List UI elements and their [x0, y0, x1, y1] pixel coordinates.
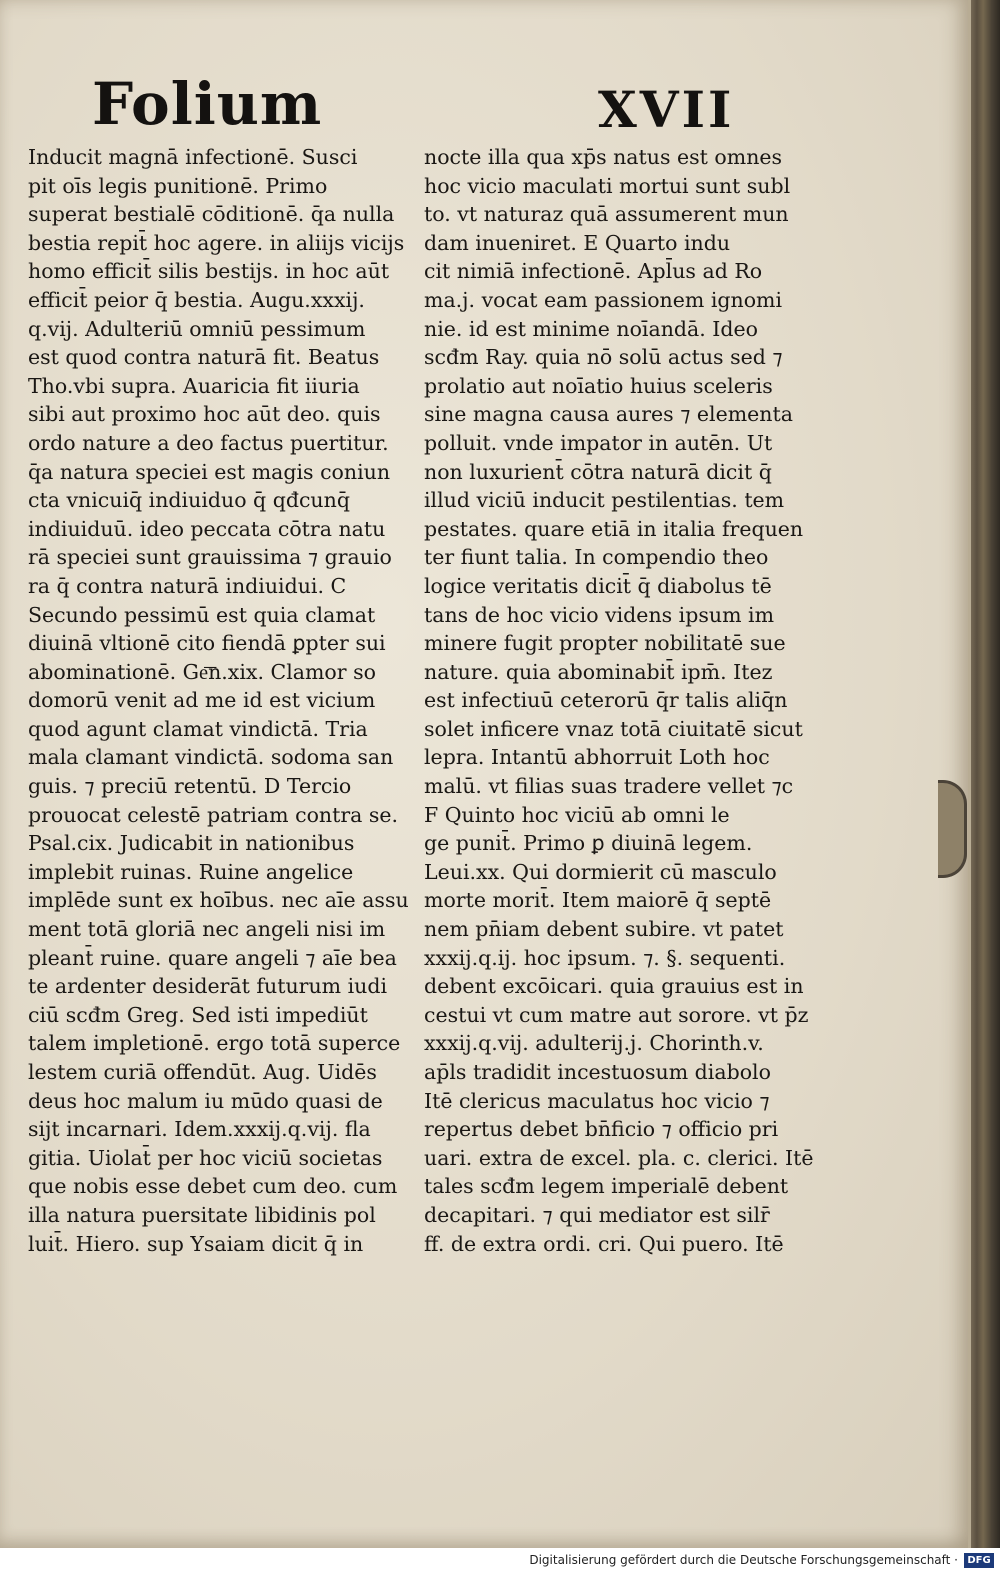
text-line: lepra. Intantū abhorruit Loth hoc: [424, 745, 770, 770]
text-line: diuinā vltionē cito fiendā ꝑpter sui: [28, 631, 386, 656]
text-line: prolatio aut noīatio huius sceleris: [424, 373, 773, 398]
text-line: lestem curiā offendūt. Aug. Uidēs: [28, 1060, 377, 1084]
text-line: est infectiuū ceterorū q̄r talis aliq̄n: [424, 688, 788, 713]
text-line: nature. quia abominabit̄ ipm̄. Itez: [424, 659, 773, 684]
text-line: pit oīs legis punitionē. Primo: [28, 173, 328, 198]
text-line: hoc vicio maculati mortui sunt subl: [424, 173, 791, 198]
text-line: sibi aut proximo hoc aūt deo. quis: [28, 402, 381, 427]
text-line: cit nimiā infectionē. Apl̄us ad Ro: [424, 259, 763, 284]
text-line: tans de hoc vicio videns ipsum im: [424, 602, 775, 627]
text-line: implebit ruinas. Ruine angelice: [28, 859, 354, 884]
text-line: Psal.cix. Judicabit in nationibus: [28, 831, 355, 856]
text-line: talem impletionē. ergo totā superce: [28, 1031, 401, 1056]
text-line: est quod contra naturā fit. Beatus: [28, 345, 380, 370]
text-line: guis. ⁊ preciū retentū. D Tercio: [28, 774, 352, 799]
text-line: xxxij.q.ij. hoc ipsum. ⁊. §. sequenti.: [424, 945, 786, 970]
text-line: ter fiunt talia. In compendio theo: [424, 545, 769, 570]
text-line: bestia repit̄ hoc agere. in aliijs vicijs: [28, 230, 405, 255]
text-line: ma.j. vocat eam passionem ignomi: [424, 287, 783, 312]
text-line: cestui vt cum matre aut sorore. vt p̄z: [424, 1002, 809, 1027]
text-line: indiuiduū. ideo peccata cōtra natu: [28, 516, 386, 541]
folio-number: XVII: [598, 80, 735, 139]
text-line: xxxij.q.vij. adulterij.j. Chorinth.v.: [424, 1031, 764, 1056]
text-line: Secundo pessimū est quia clamat: [28, 602, 376, 627]
text-line: prouocat celestē patriam contra se.: [28, 802, 399, 827]
text-line: sine magna causa aures ⁊ elementa: [424, 402, 793, 427]
funding-credit: Digitalisierung gefördert durch die Deutsche Forschungsgemeinschaft ·: [529, 1553, 958, 1567]
text-line: logice veritatis dicit̄ q̄ diabolus tē: [424, 573, 772, 598]
text-line: Itē clericus maculatus hoc vicio ⁊: [424, 1088, 770, 1113]
text-line: dam inueniret. E Quarto indu: [424, 230, 731, 255]
text-line: ge punit̄. Primo ꝑ diuinā legem.: [424, 831, 753, 856]
text-line: ment totā gloriā nec angeli nisi im: [28, 917, 386, 942]
text-line: cta vnicuiq̄ indiuiduo q̄ qđcunq̄: [28, 488, 350, 513]
text-line: morte morit̄. Item maiorē q̄ septē: [424, 888, 772, 913]
text-line: implēde sunt ex hoībus. nec aīe assu: [28, 888, 409, 913]
text-line: que nobis esse debet cum deo. cum: [28, 1174, 398, 1199]
text-line: deus hoc malum iu mūdo quasi de: [28, 1088, 383, 1113]
text-line: repertus debet bn̄ficio ⁊ officio pri: [424, 1117, 779, 1142]
text-line: tales scđm legem imperialē debent: [424, 1174, 789, 1199]
text-column-left: [28, 143, 420, 1258]
text-line: nocte illa qua xp̄s natus est omnes: [424, 145, 783, 169]
running-head-folium: Folium: [92, 70, 323, 138]
text-line: ra q̄ contra naturā indiuidui. C: [28, 573, 347, 598]
text-line: homo efficit̄ silis bestijs. in hoc aūt: [28, 259, 390, 284]
text-line: uari. extra de excel. pla. c. clerici. Itē: [424, 1145, 814, 1170]
text-line: rā speciei sunt grauissima ⁊ grauio: [28, 545, 392, 570]
text-line: malū. vt filias suas tradere vellet ⁊c: [424, 774, 794, 799]
text-line: q.vij. Adulteriū omniū pessimum: [28, 316, 366, 341]
text-line: minere fugit propter nobilitatē sue: [424, 631, 786, 656]
text-line: mala clamant vindictā. sodoma san: [28, 745, 394, 770]
text-line: sijt incarnari. Idem.xxxij.q.vij. fla: [28, 1117, 371, 1142]
text-line: Leui.xx. Qui dormierit cū masculo: [424, 859, 777, 884]
text-line: solet inficere vnaz totā ciuitatē sicut: [424, 716, 803, 741]
text-line: q̄a natura speciei est magis coniun: [28, 459, 391, 484]
text-line: decapitari. ⁊ qui mediator est silr̄: [424, 1202, 770, 1227]
text-line: to. vt naturaz quā assumerent mun: [424, 202, 789, 227]
text-line: scđm Ray. quia nō solū actus sed ⁊: [424, 345, 783, 370]
book-clasp: [938, 780, 967, 878]
text-line: Tho.vbi supra. Auaricia fit iiuria: [28, 373, 360, 398]
dfg-logo: DFG: [964, 1553, 994, 1568]
text-line: ff. de extra ordi. cri. Qui puero. Itē: [424, 1231, 784, 1256]
footer-bar: [0, 1548, 1000, 1574]
text-line: F Quinto hoc viciū ab omni le: [424, 802, 730, 827]
text-line: Inducit magnā infectionē. Susci: [28, 145, 358, 169]
text-column-right: [424, 143, 824, 1258]
text-line: te ardenter desiderāt futurum iudi: [28, 974, 388, 999]
text-line: pleant̄ ruine. quare angeli ⁊ aīe bea: [28, 945, 397, 970]
text-line: quod agunt clamat vindictā. Tria: [28, 716, 368, 741]
text-line: ordo nature a deo factus puertitur.: [28, 430, 389, 455]
text-line: nem pn̄iam debent subire. vt patet: [424, 917, 784, 942]
text-line: superat bestialē cōditionē. q̄a nulla: [28, 202, 395, 227]
text-line: ap̄ls tradidit incestuosum diabolo: [424, 1060, 771, 1084]
text-line: pestates. quare etiā in italia frequen: [424, 516, 804, 541]
text-line: luit̄. Hiero. sup Ysaiam dicit q̄ in: [28, 1231, 364, 1256]
text-line: abominationē. Ge͞n.xix. Clamor so: [28, 659, 376, 684]
text-line: nie. id est minime noīandā. Ideo: [424, 316, 758, 341]
text-line: illud viciū inducit pestilentias. tem: [424, 488, 785, 513]
text-line: polluit. vnde impator in autēn. Ut: [424, 430, 773, 455]
text-line: illa natura puersitate libidinis pol: [28, 1202, 376, 1227]
text-line: gitia. Uiolat̄ per hoc viciū societas: [28, 1145, 383, 1170]
text-line: ciū scđm Greg. Sed isti impediūt: [28, 1002, 368, 1027]
text-line: domorū venit ad me id est vicium: [28, 688, 376, 713]
text-line: non luxurient̄ cōtra naturā dicit q̄: [424, 459, 772, 484]
text-line: efficit̄ peior q̄ bestia. Augu.xxxij.: [28, 287, 365, 312]
text-line: debent excōicari. quia grauius est in: [424, 974, 804, 999]
